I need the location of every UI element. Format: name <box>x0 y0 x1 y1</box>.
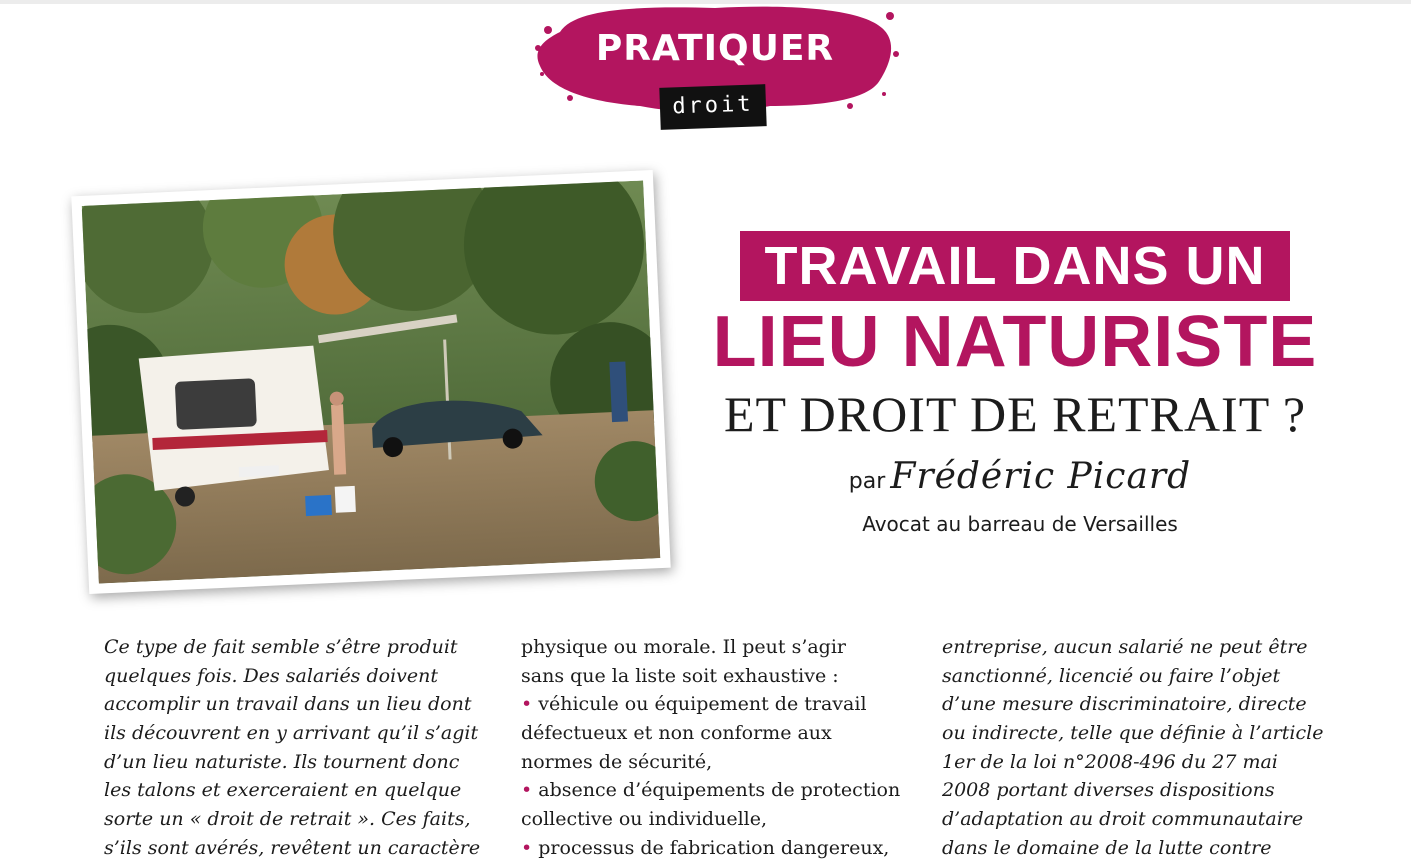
text-line: d’un lieu naturiste. Ils tournent donc <box>104 750 460 773</box>
text-line: sorte un « droit de retrait ». Ces faits, <box>104 808 471 831</box>
list-item <box>521 690 901 719</box>
text-line: entreprise, aucun salarié ne peut être <box>942 636 1308 658</box>
text-line: accomplir un travail dans un lieu dont <box>104 693 472 716</box>
section-subtitle-tag: droit <box>659 84 766 130</box>
byline-prefix: par <box>848 469 886 494</box>
list-item-text: véhicule ou équipement de travail <box>538 693 867 716</box>
text-line: dans le domaine de la lutte contre <box>942 836 1272 859</box>
text-line: 1er de la loi n°2008-496 du 27 mai <box>942 750 1278 773</box>
text-line: défectueux et non conforme aux <box>521 722 832 745</box>
campsite-photo-image <box>82 180 661 583</box>
text-line: ils découvrent en y arrivant qu’il s’agit <box>104 722 479 745</box>
text-line: les talons et exerceraient en quelque <box>104 779 462 802</box>
text-line: d’adaptation au droit communautaire <box>942 808 1304 831</box>
text-line: physique ou morale. Il peut s’agir <box>521 636 847 658</box>
section-badge <box>530 2 900 132</box>
headline-line-2: LIEU NATURISTE <box>712 302 1318 382</box>
list-item-text: processus de fabrication dangereux, <box>538 836 890 859</box>
text-line: quelques fois. Des salariés doivent <box>104 664 439 687</box>
list-item <box>521 834 901 863</box>
author-name: Frédéric Picard <box>890 456 1192 497</box>
license-plate <box>239 465 279 477</box>
article-photo <box>71 170 670 594</box>
author-role: Avocat au barreau de Versailles <box>862 512 1178 536</box>
text-line: d’une mesure discriminatoire, directe <box>942 693 1307 716</box>
text-line: 2008 portant diverses dispositions <box>942 779 1275 802</box>
bullet-icon: • <box>521 836 533 859</box>
text-line: sanctionné, licencié ou faire l’objet <box>942 664 1281 687</box>
text-line: s’ils sont avérés, revêtent un caractère <box>104 836 481 859</box>
article-column-2 <box>521 633 901 863</box>
text-line: normes de sécurité, <box>521 750 713 773</box>
article-column-1 <box>104 633 484 863</box>
text-line: Ce type de fait semble s’être produit <box>104 636 458 658</box>
headline-line-1: TRAVAIL DANS UN <box>764 236 1266 296</box>
text-line: ou indirecte, telle que définie à l’article <box>942 722 1324 745</box>
list-item-text: absence d’équipements de protection <box>538 779 901 802</box>
bullet-icon: • <box>521 779 533 802</box>
byline <box>820 456 1220 497</box>
headline-line-3: ET DROIT DE RETRAIT ? <box>723 386 1307 442</box>
article-column-3 <box>942 633 1322 863</box>
list-item <box>521 776 901 805</box>
text-line: sans que la liste soit exhaustive : <box>521 664 839 687</box>
section-title: PRATIQUER <box>595 28 835 69</box>
bullet-icon: • <box>521 693 533 716</box>
text-line: collective ou individuelle, <box>521 808 768 831</box>
